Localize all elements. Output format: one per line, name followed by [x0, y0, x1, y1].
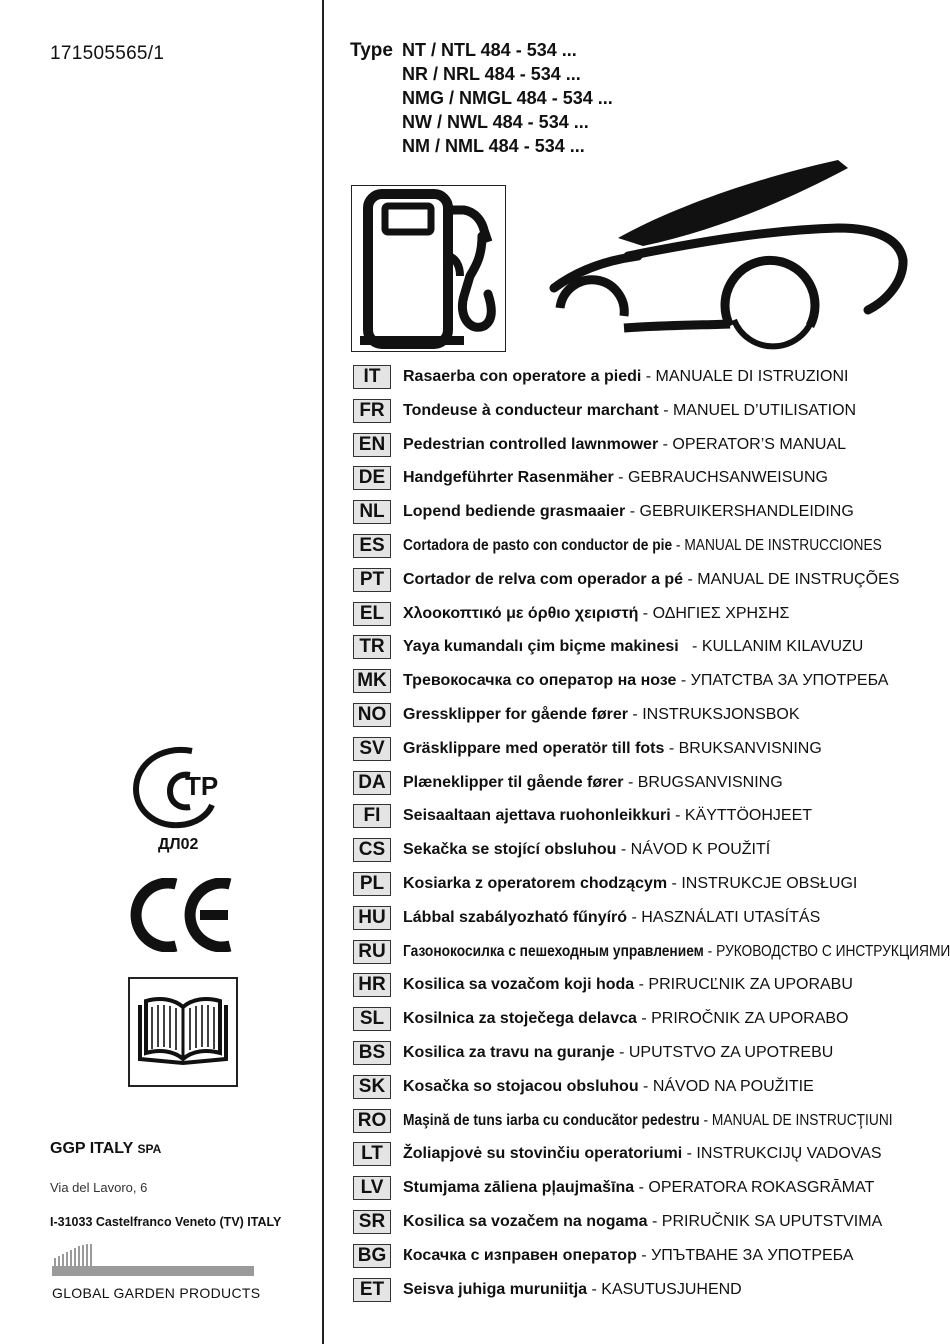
language-description: [403, 1010, 848, 1028]
language-description: [403, 774, 783, 792]
product-title: Gräsklippare med operatör till fots: [403, 739, 665, 757]
language-description: [403, 605, 789, 623]
product-title: Rasaerba con operatore a piedi: [403, 368, 642, 385]
language-row-mk: [353, 669, 933, 695]
manual-title: - УПЪТВАНЕ ЗА УПОТРЕБА: [636, 1246, 854, 1264]
language-row-no: [353, 703, 933, 729]
language-row-bs: [353, 1041, 933, 1067]
product-title: Maşină de tuns iarba cu conducător pedestru: [403, 1111, 700, 1129]
language-row-sl: [353, 1007, 933, 1033]
language-description: [403, 672, 888, 690]
company-street: Via del Lavoro, 6: [50, 1180, 148, 1195]
language-code: LT: [353, 1142, 391, 1166]
language-code: HU: [353, 906, 391, 930]
language-description: [403, 706, 800, 724]
language-description: [403, 537, 882, 555]
language-description: [403, 943, 950, 961]
language-row-nl: [353, 500, 933, 526]
language-row-fi: [353, 804, 933, 830]
product-title: Χλοοκοπτικό με όρθιο χειριστή: [403, 604, 639, 622]
language-row-es: [353, 534, 933, 560]
language-description: [403, 740, 822, 758]
company-name: [50, 1140, 161, 1158]
product-title: Tondeuse à conducteur marchant: [403, 401, 659, 419]
brand-name: GLOBAL GARDEN PRODUCTS: [52, 1285, 261, 1301]
company-suffix: SPA: [137, 1142, 162, 1156]
product-title: Cortador de relva com operador a pé: [403, 570, 684, 588]
manual-title: - INSTRUKCJE OBSŁUGI: [667, 875, 858, 892]
language-code: ES: [353, 534, 391, 558]
gost-code: ДЛ02: [158, 836, 199, 853]
language-code: PL: [353, 872, 391, 896]
language-row-lv: [353, 1176, 933, 1202]
manual-title: - KASUTUSJUHEND: [587, 1280, 742, 1298]
language-description: [403, 402, 856, 420]
language-description: [403, 841, 770, 859]
language-row-da: [353, 771, 933, 797]
gost-certification-icon: [130, 745, 230, 834]
manual-title: - PRIROČNIK ZA UPORABO: [636, 1010, 849, 1028]
product-title: Kosilica sa vozačom koji hoda: [403, 976, 635, 994]
language-description: [403, 503, 854, 521]
language-code: LV: [353, 1176, 391, 1200]
language-description: [403, 909, 820, 927]
product-title: Kosiarka z operatorem chodzącym: [403, 875, 668, 892]
language-description: [403, 1112, 893, 1130]
language-code: FR: [353, 399, 391, 423]
language-row-lt: [353, 1142, 933, 1168]
manual-title: - УПАТСТВА ЗА УПОТРЕБА: [676, 672, 889, 690]
language-description: [403, 875, 857, 893]
manual-title: - MANUALE DI ISTRUZIONI: [641, 368, 849, 385]
language-description: [403, 638, 863, 656]
product-title: Lábbal szabályozható fűnyíró: [403, 908, 628, 926]
manual-title: - MANUAL DE INSTRUCŢIUNI: [699, 1111, 893, 1129]
language-code: SL: [353, 1007, 391, 1031]
language-code: HR: [353, 973, 391, 997]
language-code: EL: [353, 602, 391, 626]
product-title: Plæneklipper til gående fører: [403, 773, 624, 791]
language-description: [403, 368, 848, 386]
language-row-sv: [353, 737, 933, 763]
language-description: [403, 1044, 833, 1062]
vertical-divider: [322, 0, 324, 1344]
language-description: [403, 976, 853, 994]
manual-title: - РУКОВОДСТВО С ИНСТРУКЦИЯМИ: [703, 942, 950, 960]
language-description: [403, 807, 812, 825]
language-row-el: [353, 602, 933, 628]
product-title: Stumjama zāliena pļaujmašīna: [403, 1179, 635, 1197]
product-title: Kosilica za travu na guranje: [403, 1044, 615, 1061]
language-row-bg: [353, 1244, 933, 1270]
model-line: NW / NWL 484 - 534 ...: [402, 112, 589, 132]
product-title: Gressklipper for gående fører: [403, 706, 628, 723]
manual-title: - HASZNÁLATI UTASÍTÁS: [627, 908, 821, 926]
product-title: Žoliapjovė su stovinčiu operatoriumi: [403, 1145, 683, 1163]
manual-title: - KÄYTTÖOHJEET: [670, 807, 813, 825]
language-description: [403, 571, 899, 589]
language-row-et: [353, 1278, 933, 1304]
language-row-hu: [353, 906, 933, 932]
manual-title: - ΟΔΗΓΙΕΣ ΧΡΗΣΗΣ: [638, 604, 790, 622]
fuel-pump-icon: [351, 185, 506, 352]
language-row-pl: [353, 872, 933, 898]
language-description: [403, 1213, 882, 1231]
ggp-logo-icon: [52, 1244, 256, 1285]
language-description: [403, 1281, 742, 1299]
language-description: [403, 436, 846, 454]
lawnmower-icon: [548, 160, 918, 355]
language-code: ET: [353, 1278, 391, 1302]
language-code: DA: [353, 771, 391, 795]
product-title: Handgeführter Rasenmäher: [403, 469, 614, 487]
manual-title: - BRUKSANVISNING: [664, 739, 822, 757]
manual-title: - OPERATORA ROKASGRĀMAT: [634, 1179, 875, 1197]
language-code: IT: [353, 365, 391, 389]
company-city: I-31033 Castelfranco Veneto (TV) ITALY: [50, 1215, 282, 1229]
document-number: 171505565/1: [50, 43, 165, 64]
language-code: CS: [353, 838, 391, 862]
product-title: Kosačka so stojacou obsluhou: [403, 1077, 639, 1095]
language-row-de: [353, 466, 933, 492]
language-row-sr: [353, 1210, 933, 1236]
product-title: Lopend bediende grasmaaier: [403, 503, 626, 521]
language-code: BG: [353, 1244, 391, 1268]
language-description: [403, 1145, 882, 1163]
language-code: RO: [353, 1109, 391, 1133]
manual-title: - MANUAL DE INSTRUCCIONES: [672, 537, 882, 554]
model-line: NMG / NMGL 484 - 534 ...: [402, 88, 613, 108]
model-line: NM / NML 484 - 534 ...: [402, 136, 585, 156]
language-row-pt: [353, 568, 933, 594]
language-code: BS: [353, 1041, 391, 1065]
manual-title: - INSTRUKCIJŲ VADOVAS: [682, 1145, 882, 1163]
manual-title: - GEBRAUCHSANWEISUNG: [613, 469, 828, 487]
manual-title: - GEBRUIKERSHANDLEIDING: [625, 503, 854, 521]
language-code: RU: [353, 940, 391, 964]
model-line: NR / NRL 484 - 534 ...: [402, 64, 581, 84]
ce-mark-icon: [130, 878, 236, 957]
language-row-fr: [353, 399, 933, 425]
manual-title: - PRIRUCĽNIK ZA UPORABU: [634, 976, 853, 994]
product-title: Seisaaltaan ajettava ruohonleikkuri: [403, 807, 671, 825]
manual-title: - BRUGSANVISNING: [623, 773, 783, 791]
language-row-cs: [353, 838, 933, 864]
language-description: [403, 1078, 814, 1096]
product-title: Cortadora de pasto con conductor de pie: [403, 537, 673, 554]
manual-title: - NÁVOD NA POUŽITIE: [638, 1077, 814, 1095]
manual-title: - INSTRUKSJONSBOK: [627, 706, 800, 723]
language-row-hr: [353, 973, 933, 999]
product-title: Газонокосилка с пешеходным управлением: [403, 942, 704, 960]
manual-title: - OPERATOR’S MANUAL: [658, 435, 847, 453]
product-title: Тревокосачка со оператор на нозе: [403, 672, 677, 690]
manual-title: - PRIRUČNIK SA UPUTSTVIMA: [647, 1213, 883, 1230]
product-title: Yaya kumandalı çim biçme makinesi: [403, 638, 679, 656]
product-title: Pedestrian controlled lawnmower: [403, 435, 659, 453]
manual-title: - KULLANIM KILAVUZU: [678, 638, 864, 656]
language-code: SR: [353, 1210, 391, 1234]
language-code: EN: [353, 433, 391, 457]
gost-letters: ТР: [185, 771, 219, 801]
language-row-en: [353, 433, 933, 459]
manual-title: - MANUAL DE INSTRUÇÕES: [683, 570, 900, 588]
language-description: [403, 469, 828, 487]
language-code: PT: [353, 568, 391, 592]
manual-title: - UPUTSTVO ZA UPOTREBU: [614, 1044, 834, 1061]
language-code: SK: [353, 1075, 391, 1099]
language-code: NL: [353, 500, 391, 524]
language-code: SV: [353, 737, 391, 761]
language-row-ro: [353, 1109, 933, 1135]
product-title: Косачка с изправен оператор: [403, 1246, 637, 1264]
manual-title: - NÁVOD K POUŽITÍ: [616, 841, 771, 859]
product-title: Sekačka se stojící obsluhou: [403, 841, 617, 859]
language-code: NO: [353, 703, 391, 727]
language-description: [403, 1247, 853, 1265]
product-title: Kosilnica za stoječega delavca: [403, 1010, 637, 1028]
language-code: FI: [353, 804, 391, 828]
language-row-tr: [353, 635, 933, 661]
language-row-it: [353, 365, 933, 391]
language-code: DE: [353, 466, 391, 490]
company-name-main: GGP ITALY: [50, 1140, 133, 1157]
language-description: [403, 1179, 874, 1197]
language-code: TR: [353, 635, 391, 659]
model-line: NT / NTL 484 - 534 ...: [402, 40, 577, 60]
language-row-ru: [353, 940, 950, 966]
open-book-icon: [128, 977, 238, 1087]
manual-title: - MANUEL D’UTILISATION: [658, 401, 857, 419]
product-title: Kosilica sa vozačem na nogama: [403, 1213, 648, 1230]
type-label: Type: [350, 40, 393, 61]
language-code: MK: [353, 669, 391, 693]
product-title: Seisva juhiga muruniitja: [403, 1280, 588, 1298]
language-row-sk: [353, 1075, 933, 1101]
